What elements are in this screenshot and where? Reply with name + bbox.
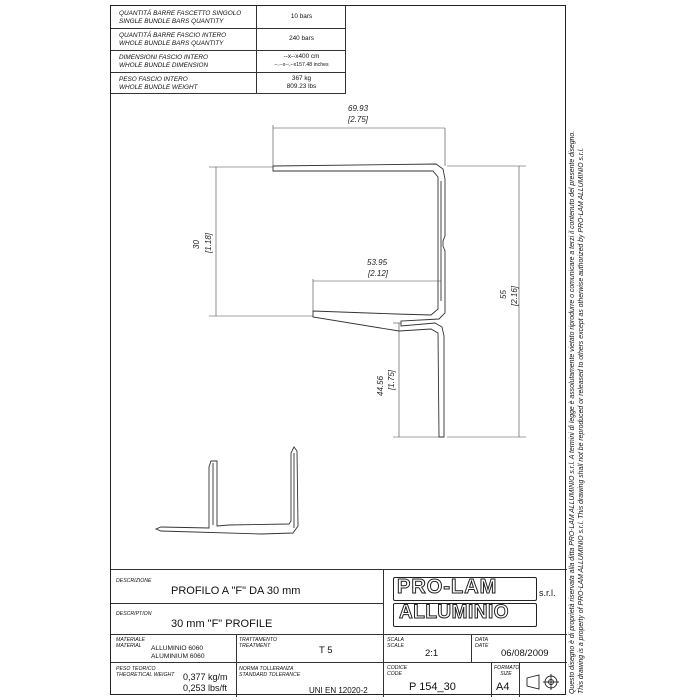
logo-line-1: PRO-LAM: [397, 576, 498, 598]
logo-srl: s.r.l.: [539, 588, 556, 598]
weight-values: [183, 672, 228, 694]
bundle-row-4-label-it: PESO FASCIO INTERO: [119, 76, 188, 83]
drawing-sheet: [110, 5, 566, 695]
code-label: CODE: [387, 671, 402, 677]
weight-labels: [116, 666, 174, 678]
bundle-row-1-label-it: QUANTITÁ BARRE FASCETTO SINGOLO: [119, 10, 242, 17]
profile-section-small: [156, 447, 298, 534]
bundle-row-3-value-cm: --x--x400 cm: [283, 53, 320, 60]
projection-symbol-icon: [523, 670, 563, 694]
material-values: [151, 645, 205, 661]
trattamento-label: TRATTAMENTO: [239, 637, 278, 643]
copyright-notice-text: [568, 131, 586, 694]
scale-label: SCALE: [387, 643, 405, 649]
descrizione-value: PROFILO A "F" DA 30 mm: [171, 585, 301, 597]
size-value: A4: [496, 681, 510, 693]
tolleranza-label: NORMA TOLLERANZA: [239, 666, 294, 672]
dim-lower-height: [393, 323, 439, 437]
profile-section-large: [273, 164, 445, 437]
material-en: ALUMINIUM 6060: [151, 653, 205, 660]
scala-label: SCALA: [387, 637, 405, 643]
bundle-row-1-value: 10 bars: [290, 13, 313, 20]
material-it: ALLUMINIO 6060: [151, 645, 204, 652]
bundle-row-1-label-en: SINGLE BUNDLE BARS QUANTITY: [119, 17, 224, 25]
bundle-row-2-value: 240 bars: [289, 35, 314, 42]
copyright-line-it: Questo disegno è di proprietà riservata alla ditta PRO-LAM ALLUMINIO s.r.l. A termini di legge è assolutamente vietato riprodurre o comunicare a terzi il contenuto del presente disegno.: [569, 130, 576, 694]
bundle-row-4-label-en: WHOLE BUNDLE WEIGHT: [119, 83, 198, 91]
material-label: MATERIAL: [116, 643, 142, 649]
bundle-row-3-value-in: --.--x--.--x157.48 inches: [274, 62, 329, 68]
descrizione-label: DESCRIZIONE: [116, 578, 152, 584]
dim-top-width-inches: [2.75]: [348, 115, 369, 124]
materiale-label: MATERIALE: [116, 637, 146, 643]
bundle-row-3-label-en: WHOLE BUNDLE DIMENSION: [119, 61, 209, 69]
scale-value: 2:1: [425, 648, 439, 659]
tolerance-label: STANDARD TOLERANCE: [239, 672, 301, 678]
dim-top-width-value: 69.93: [348, 104, 369, 113]
dim-top-width: [273, 125, 445, 167]
dim-lower-height-inches: [1.75]: [387, 369, 396, 390]
peso-label: PESO TEORICO: [116, 666, 156, 672]
data-label: DATA: [475, 637, 489, 643]
bundle-row-3-label-it: DIMENSIONI FASCIO INTERO: [119, 54, 209, 61]
dim-lower-height-value: 44.56: [376, 375, 385, 396]
bundle-row-2-label-en: WHOLE BUNDLE BARS QUANTITY: [119, 39, 224, 47]
tolerance-value: UNI EN 12020-2: [309, 686, 368, 695]
dim-left-height: [209, 167, 313, 316]
title-block: [111, 569, 567, 697]
tolerance-labels: [239, 666, 300, 678]
dim-mid-width-inches: [2.12]: [368, 269, 389, 278]
dim-left-height-inches: [1.18]: [204, 232, 213, 253]
logo-line-2: ALLUMINIO: [399, 602, 510, 623]
dim-total-height-value: 55: [499, 290, 508, 299]
bundle-row-2-label-it: QUANTITÁ BARRE FASCIO INTERO: [119, 32, 227, 39]
date-labels: [475, 637, 488, 649]
profile-drawing: [1, 1, 700, 571]
material-labels: [116, 637, 145, 649]
company-logo: [391, 576, 561, 630]
bundle-row-4-value-kg: 367 kg: [291, 75, 312, 82]
weight-label: THEORETICAL WEIGHT: [116, 672, 175, 678]
description-value: 30 mm "F" PROFILE: [171, 618, 273, 630]
dim-total-height-inches: [2.16]: [510, 285, 519, 306]
formato-label: FORMATO: [494, 665, 520, 671]
bundle-row-4-value-lbs: 809.23 lbs: [286, 83, 317, 90]
code-labels: [387, 665, 407, 677]
copyright-line-en: This drawing is a property of PRO-LAM ALLUMINIO s.r.l. This drawing shall not be reproduced or released to others except as otherwise authorized by PRO-LAM ALLUMINIO s.r.l.: [578, 147, 585, 694]
size-label: SIZE: [500, 671, 512, 677]
treatment-labels: [239, 637, 277, 649]
treatment-label: TREATMENT: [239, 643, 271, 649]
dim-left-height-value: 30: [192, 240, 201, 249]
treatment-value: T 5: [319, 645, 333, 656]
scale-labels: [387, 637, 404, 649]
date-label: DATE: [475, 643, 489, 649]
weight-kg: 0,377 kg/m: [183, 672, 228, 682]
codice-label: CODICE: [387, 665, 408, 671]
dim-mid-width-value: 53.95: [367, 258, 388, 267]
date-value: 06/08/2009: [501, 648, 549, 659]
weight-lbs: 0,253 lbs/ft: [183, 683, 228, 693]
code-value: P 154_30: [409, 681, 456, 693]
size-labels: [494, 665, 518, 677]
description-label: DESCRIPTION: [116, 611, 152, 617]
